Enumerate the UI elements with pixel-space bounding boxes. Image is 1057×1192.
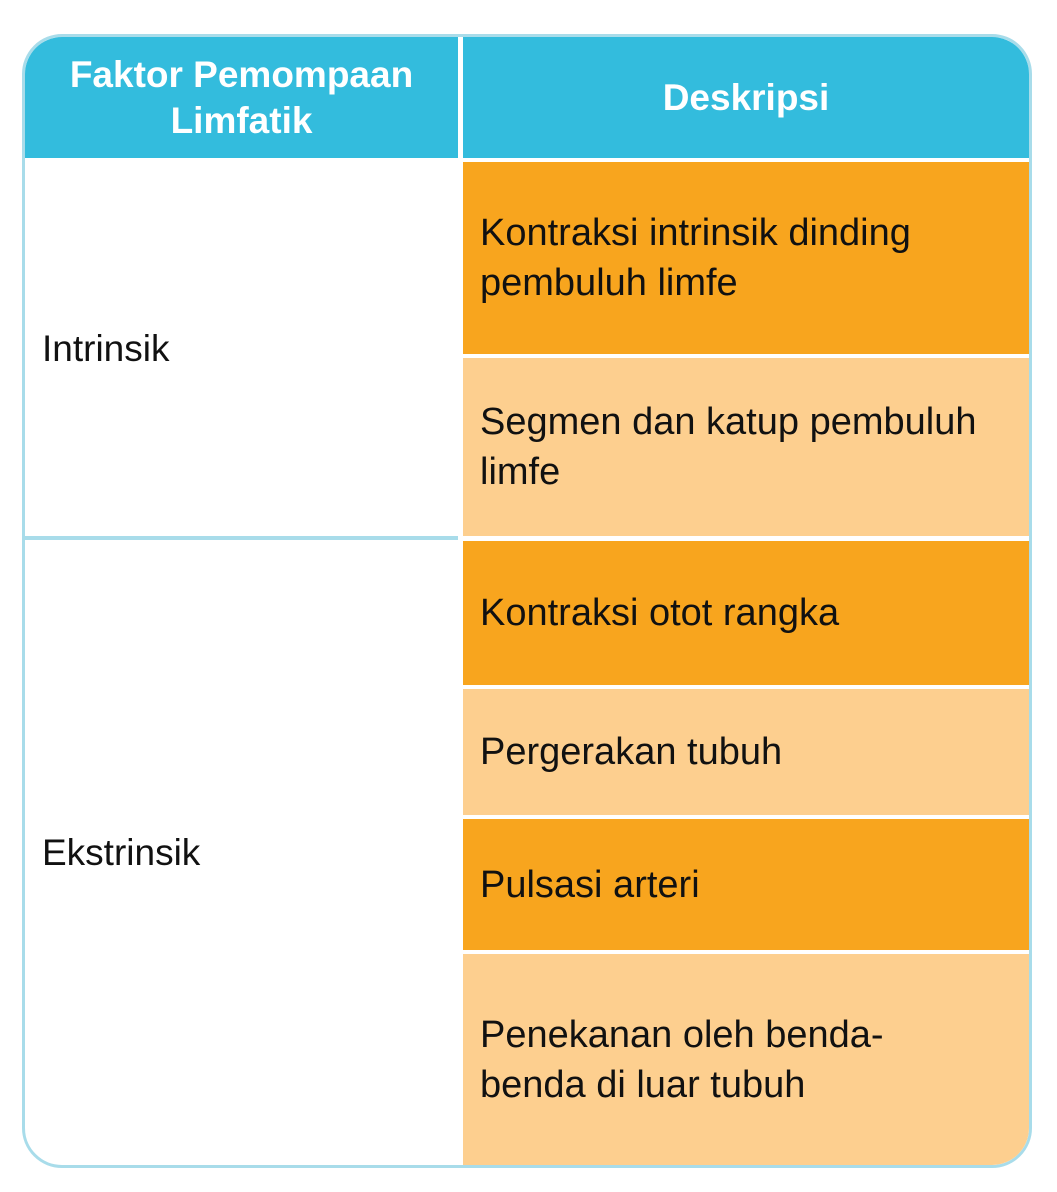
table (22, 34, 1032, 1168)
header-factor: Faktor Pemompaan Limfatik (25, 37, 458, 158)
description-cell: Kontraksi intrinsik dinding pembuluh limfe (463, 162, 1029, 354)
factor-intrinsic: Intrinsik (42, 327, 170, 369)
header-description: Deskripsi (463, 37, 1029, 158)
factor-extrinsic: Ekstrinsik (42, 831, 201, 873)
description-cell: Kontraksi otot rangka (463, 541, 1029, 685)
description-cell: Segmen dan katup pembuluh limfe (463, 358, 1029, 536)
description-cell: Pergerakan tubuh (463, 689, 1029, 815)
description-cell: Pulsasi arteri (463, 819, 1029, 950)
description-cell: Penekanan oleh benda-benda di luar tubuh (463, 954, 1029, 1165)
